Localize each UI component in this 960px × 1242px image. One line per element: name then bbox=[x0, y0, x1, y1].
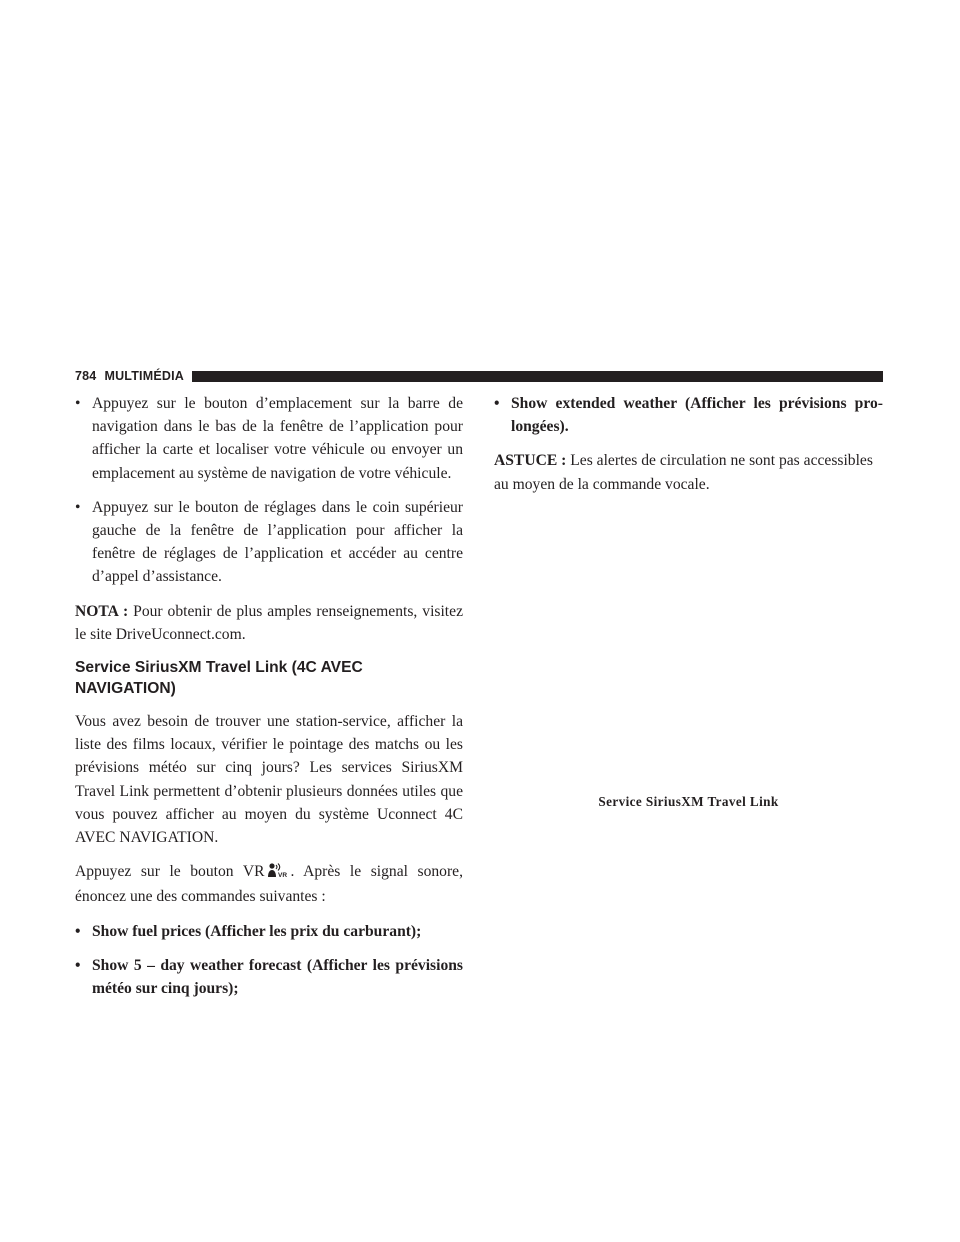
voice-recognition-icon bbox=[267, 862, 289, 885]
bullet-text: Appuyez sur le bouton de réglages dans le coin supérieur gauche de la fenêtre de l’application pour afficher la fenêtre de réglages de l’application et accéder au centre d’appel d’assistance. bbox=[92, 498, 463, 586]
list-item bbox=[75, 496, 463, 589]
left-column bbox=[75, 392, 463, 1011]
list-item bbox=[75, 920, 463, 943]
section-heading: Service SiriusXM Travel Link (4C AVEC NAVIGATION) bbox=[75, 659, 363, 698]
command-text: Show extended weather (Afficher les prévisions pro-longées). bbox=[511, 395, 883, 436]
figure-placeholder bbox=[494, 484, 883, 784]
header-rule bbox=[192, 371, 883, 382]
tip-text: Les alertes de circulation ne sont pas accessibles au moyen de la commande vocale. bbox=[494, 452, 873, 493]
command-text: Show fuel prices (Afficher les prix du carburant); bbox=[92, 922, 422, 940]
figure-caption: Service SiriusXM Travel Link bbox=[598, 794, 779, 809]
tip-label: ASTUCE : bbox=[494, 452, 567, 470]
bullet-icon: • bbox=[75, 956, 81, 974]
command-text: Show 5 – day weather forecast (Afficher les prévisions météo sur cinq jours); bbox=[92, 956, 463, 998]
vr-text-after: . Après le signal sonore, énoncez une des commandes suivantes : bbox=[75, 863, 463, 906]
section-title: MULTIMÉDIA bbox=[104, 369, 185, 383]
note-label: NOTA : bbox=[75, 602, 129, 620]
bullet-icon: • bbox=[494, 395, 500, 412]
intro-paragraph: Vous avez besoin de trouver une station-service, afficher la liste des films locaux, vérifier le pointage des matchs ou les prévisions météo sur cinq jours? Les services SiriusXM Travel Link permettent d’obtenir plusieurs données utiles que vous pouvez afficher au moyen du système Uconnect 4C AVEC NAVIGATION. bbox=[75, 713, 463, 847]
vr-paragraph bbox=[75, 860, 463, 908]
svg-text:VR: VR bbox=[277, 872, 287, 879]
vr-text-before: Appuyez sur le bouton VR bbox=[75, 863, 265, 881]
list-item bbox=[75, 392, 463, 485]
bullet-icon: • bbox=[75, 922, 81, 940]
bullet-icon: • bbox=[75, 395, 81, 412]
list-item bbox=[75, 954, 463, 1000]
note-paragraph bbox=[75, 600, 463, 646]
bullet-icon: • bbox=[75, 498, 81, 516]
page-number: 784 bbox=[75, 369, 97, 383]
page-header bbox=[75, 366, 883, 386]
note-text: Pour obtenir de plus amples renseignements, visitez le site DriveUconnect.com. bbox=[75, 602, 463, 643]
bullet-text: Appuyez sur le bouton d’emplacement sur la barre de navigation dans le bas de la fenêtre de l’application pour afficher la carte et localiser votre véhicule ou envoyer un emplacement au système de navigation de votre véhicule. bbox=[92, 395, 463, 482]
list-item bbox=[494, 392, 883, 438]
